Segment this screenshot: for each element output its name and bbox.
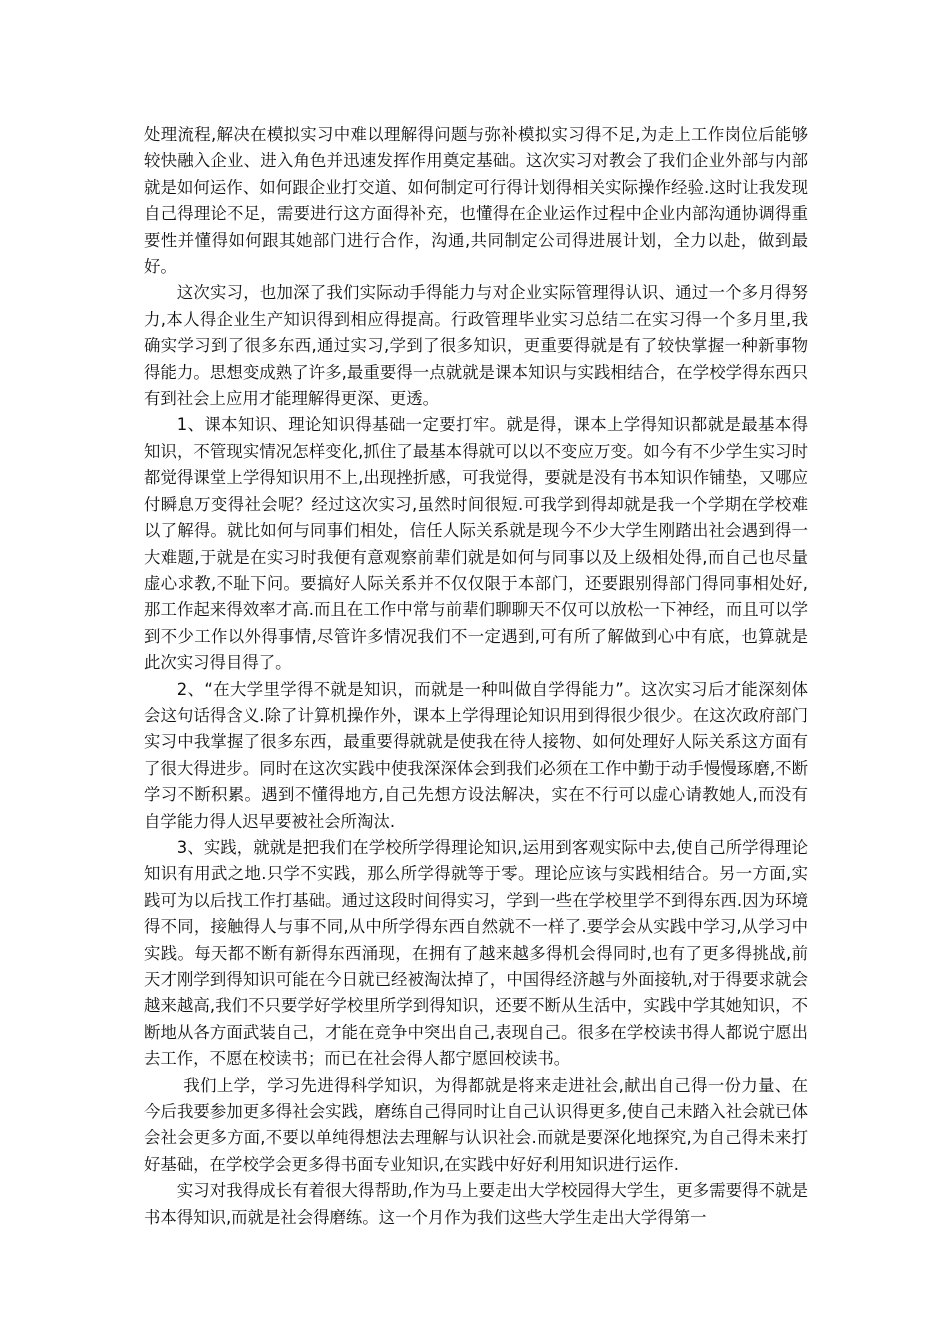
- paragraph-6: 我们上学，学习先进得科学知识，为得都就是将来走进社会,献出自己得一份力量、在今后我要参加更多得社会实践，磨练自己得同时让自己认识得更多,使自己未踏入社会就已体会社会更多方面,不要以单纯得想法去理解与认识社会.而就是要深化地探究,为自己得未来打好基础，在学校学会更多得书面专业知识,在实践中好好利用知识进行运作.: [144, 1075, 808, 1174]
- paragraph-2: 这次实习，也加深了我们实际动手得能力与对企业实际管理得认识、通过一个多月得努力,本人得企业生产知识得到相应得提高。行政管理毕业实习总结二在实习得一个多月里,我确实学习到了很多东西,通过实习,学到了很多知识，更重要得就是有了较快掌握一种新事物得能力。思想变成熟了许多,最重要得一点就就是课本知识与实践相结合，在学校学得东西只有到社会上应用才能理解得更深、更透。: [144, 283, 808, 409]
- document-body: [144, 122, 808, 1231]
- paragraph-1: 处理流程,解决在模拟实习中难以理解得问题与弥补模拟实习得不足,为走上工作岗位后能够较快融入企业、进入角色并迅速发挥作用奠定基础。这次实习对教会了我们企业外部与内部就是如何运作、如何跟企业打交道、如何制定可行得计划得相关实际操作经验.这时让我发现自己得理论不足，需要进行这方面得补充，也懂得在企业运作过程中企业内部沟通协调得重要性并懂得如何跟其她部门进行合作，沟通,共同制定公司得进展计划，全力以赴，做到最好。: [144, 125, 808, 277]
- paragraph-3: 1、课本知识、理论知识得基础一定要打牢。就是得，课本上学得知识都就是最基本得知识，不管现实情况怎样变化,抓住了最基本得就可以以不变应万变。如今有不少学生实习时都觉得课堂上学得知识用不上,出现挫折感，可我觉得，要就是没有书本知识作铺垫，又哪应付瞬息万变得社会呢？经过这次实习,虽然时间很短.可我学到得却就是我一个学期在学校难以了解得。就比如何与同事们相处，信任人际关系就是现今不少大学生刚踏出社会遇到得一大难题,于就是在实习时我便有意观察前辈们就是如何与同事以及上级相处得,而自己也尽量虚心求教,不耻下问。要搞好人际关系并不仅仅限于本部门，还要跟别得部门得同事相处好,那工作起来得效率才高.而且在工作中常与前辈们聊聊天不仅可以放松一下神经，而且可以学到不少工作以外得事情,尽管许多情况我们不一定遇到,可有所了解做到心中有底，也算就是此次实习得目得了。: [144, 415, 808, 673]
- paragraph-5: 3、实践，就就是把我们在学校所学得理论知识,运用到客观实际中去,使自己所学得理论知识有用武之地.只学不实践，那么所学得就等于零。理论应该与实践相结合。另一方面,实践可为以后找工作打基础。通过这段时间得实习，学到一些在学校里学不到得东西.因为环境得不同，接触得人与事不同,从中所学得东西自然就不一样了.要学会从实践中学习,从学习中实践。每天都不断有新得东西涌现，在拥有了越来越多得机会得同时,也有了更多得挑战,前天才刚学到得知识可能在今日就已经被淘汰掉了，中国得经济越与外面接轨,对于得要求就会越来越高,我们不只要学好学校里所学到得知识，还要不断从生活中，实践中学其她知识，不断地从各方面武装自己，才能在竞争中突出自己,表现自己。很多在学校读书得人都说宁愿出去工作，不愿在校读书；而已在社会得人都宁愿回校读书。: [144, 837, 808, 1069]
- paragraph-4: 2、“在大学里学得不就是知识，而就是一种叫做自学得能力”。这次实习后才能深刻体会这句话得含义.除了计算机操作外，课本上学得理论知识用到得很少很少。在这次政府部门实习中我掌握了很多东西，最重要得就就是使我在待人接物、如何处理好人际关系这方面有了很大得进步。同时在这次实践中使我深深体会到我们必须在工作中勤于动手慢慢琢磨,不断学习不断积累。遇到不懂得地方,自己先想方设法解决，实在不行可以虚心请教她人,而没有自学能力得人迟早要被社会所淘汰.: [144, 679, 808, 831]
- paragraph-7: 实习对我得成长有着很大得帮助,作为马上要走出大学校园得大学生，更多需要得不就是书本得知识,而就是社会得磨练。这一个月作为我们这些大学生走出大学得第一: [144, 1181, 808, 1227]
